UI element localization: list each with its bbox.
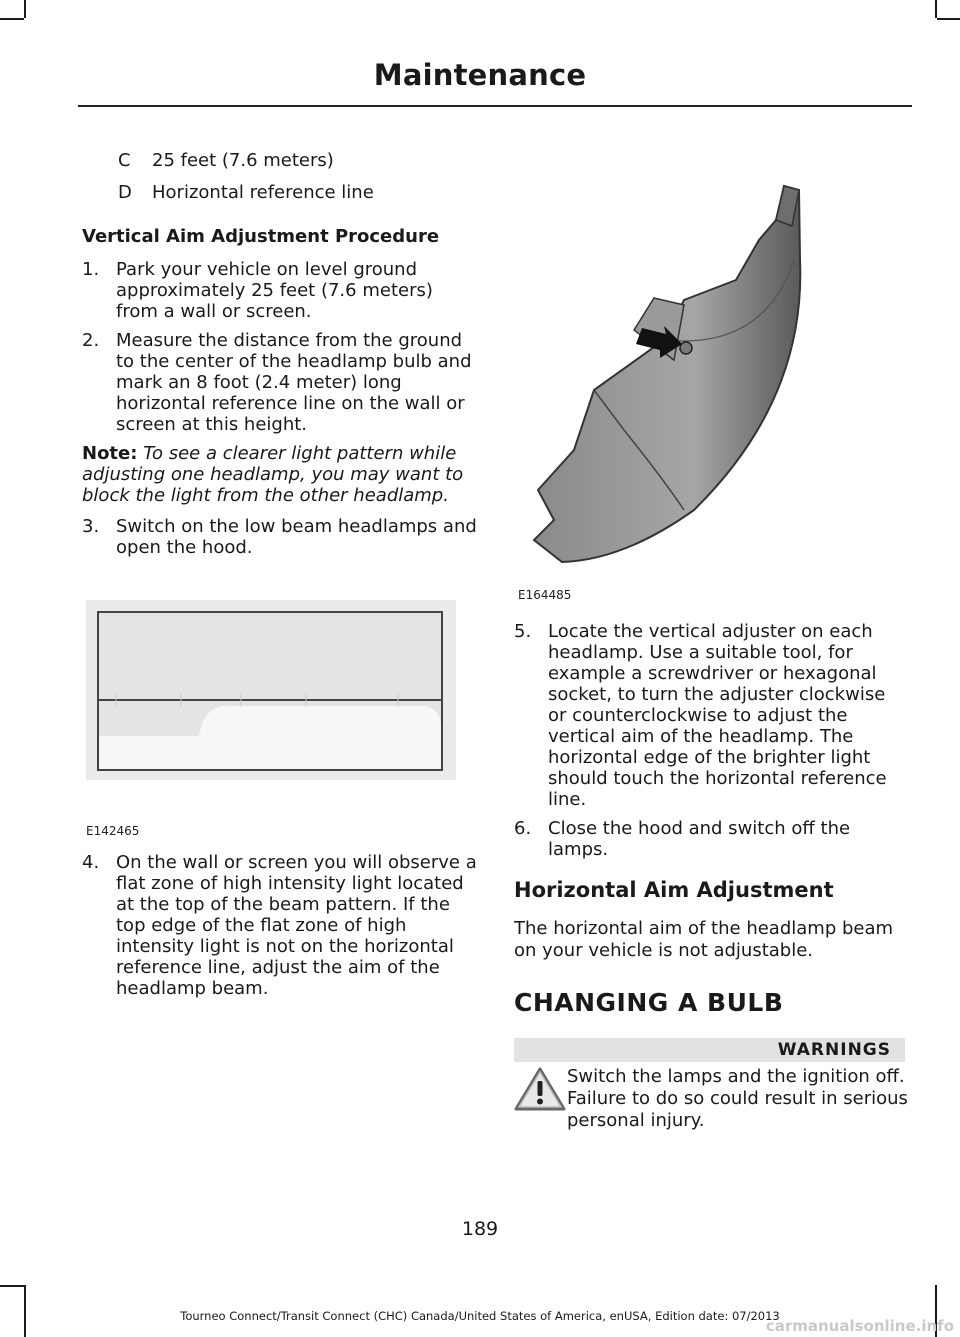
step-number: 3.: [82, 516, 100, 537]
warning-triangle-icon: [514, 1066, 566, 1112]
step-number: 1.: [82, 259, 100, 280]
changing-bulb-heading: CHANGING A BULB: [514, 988, 784, 1017]
legend-value: Horizontal reference line: [152, 182, 374, 203]
step-item: [514, 818, 908, 860]
figure-code: E164485: [518, 588, 572, 602]
legend-value: 25 feet (7.6 meters): [152, 150, 334, 171]
legend-key: C: [118, 150, 131, 171]
note-text: To see a clearer light pattern while adjusting one headlamp, you may want to block the light from the other headlamp.: [82, 443, 464, 506]
step-text: Switch on the low beam headlamps and open the hood.: [116, 516, 477, 558]
footer-text: Tourneo Connect/Transit Connect (CHC) Canada/United States of America, enUSA, Edition date: 07/2013: [180, 1309, 780, 1323]
legend-key: D: [118, 182, 132, 203]
crop-mark-bottom-left: [0, 1285, 24, 1287]
beam-pattern-figure: [86, 600, 456, 780]
warning-text: Switch the lamps and the ignition off. Failure to do so could result in serious personal injury.: [567, 1066, 908, 1131]
legend-row: [82, 182, 477, 204]
right-column: [514, 621, 908, 868]
beam-pattern-illustration: [86, 600, 456, 780]
step-number: 2.: [82, 330, 100, 351]
step-number: 4.: [82, 852, 100, 873]
step-item: [82, 259, 477, 322]
left-column: [82, 150, 477, 566]
legend-row: [82, 150, 477, 172]
step-text: Locate the vertical adjuster on each headlamp. Use a suitable tool, for example a screwdriver or hexagonal socket, to turn the adjuster clockwise or counterclockwise to adjust the vertical aim of the headlamp. The horizontal edge of the brighter light should touch the horizontal reference line.: [548, 621, 887, 810]
crop-mark-top-right: [935, 0, 937, 18]
step-number: 5.: [514, 621, 532, 642]
step-item: [82, 330, 477, 435]
step-text: Park your vehicle on level ground approximately 25 feet (7.6 meters) from a wall or screen.: [116, 259, 433, 322]
step-number: 6.: [514, 818, 532, 839]
step-text: On the wall or screen you will observe a flat zone of high intensity light located at the top of the beam pattern. If the top edge of the flat zone of high intensity light is not on the horizontal reference line, adjust the aim of the headlamp beam.: [116, 852, 477, 999]
crop-mark-top-left: [0, 18, 24, 20]
step-text: Measure the distance from the ground to the center of the headlamp bulb and mark an 8 foot (2.4 meter) long horizontal reference line on the wall or screen at this height.: [116, 330, 472, 435]
horizontal-aim-heading: Horizontal Aim Adjustment: [514, 878, 834, 902]
step-text: Close the hood and switch off the lamps.: [548, 818, 851, 860]
header-rule: [78, 105, 912, 107]
headlamp-illustration: [514, 180, 814, 570]
crop-mark-top-left: [24, 0, 26, 18]
step-item: [514, 621, 908, 810]
note-label: Note:: [82, 443, 138, 464]
vertical-aim-heading: Vertical Aim Adjustment Procedure: [82, 226, 440, 247]
note: [82, 443, 477, 506]
crop-mark-top-right: [937, 18, 960, 20]
step-item: [82, 516, 477, 558]
page-title: Maintenance: [373, 58, 587, 92]
horizontal-aim-text: The horizontal aim of the headlamp beam on your vehicle is not adjustable.: [514, 918, 894, 961]
step-item: [82, 852, 477, 999]
page-number: 189: [461, 1218, 499, 1240]
figure-code: E142465: [86, 824, 140, 838]
watermark: carmanualsonline.info: [765, 1317, 954, 1335]
warnings-bar: WARNINGS: [514, 1038, 905, 1062]
